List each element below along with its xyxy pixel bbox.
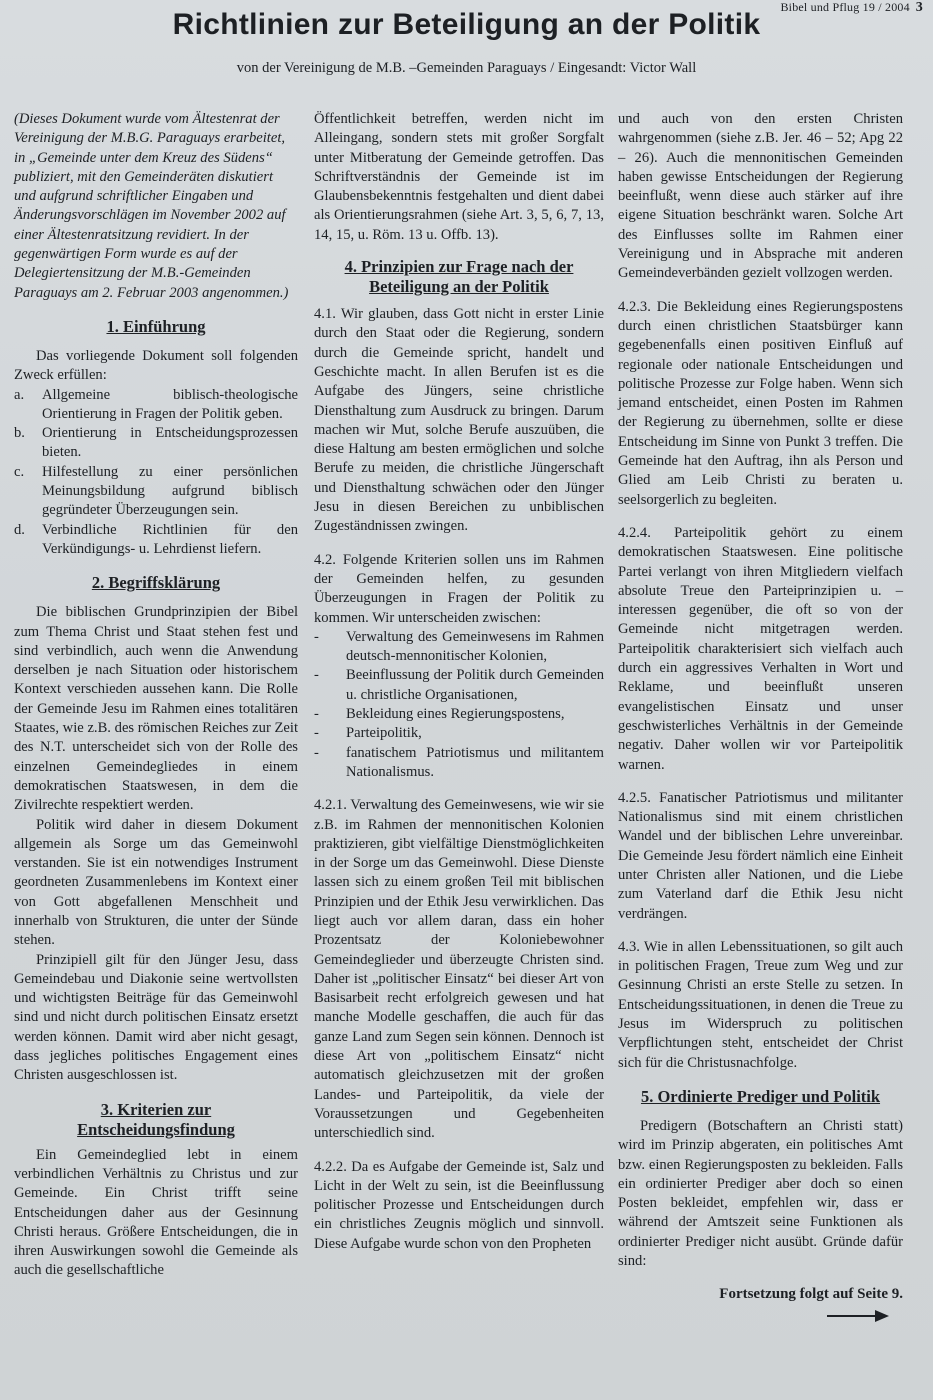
section-heading-4 [314,257,604,297]
paragraph: 4.2.4. Parteipolitik gehört zu einem demokratischen Staatswesen. Eine politische Partei verlangt von ihren Mitgliedern vielfach absolute Treue den Parteiprinzipien u. –interessen gegenüber, die oft so von der Gemeinde nicht mitgetragen werden. Parteipolitik charakterisiert sich vielfach auch durch ein aggressives Verhalten in Wort und Reklame, und beeinflußt unseren evangelistischen Einsatz und unser geschwisterliches Verhältnis in der Gemeinde negativ. Daher wollen wir vor Parteipolitik warnen. [618,524,903,773]
purpose-list [14,386,298,560]
list-item [14,463,298,521]
paragraph: Die biblischen Grundprinzipien der Bibel zum Thema Christ und Staat stehen fest und sind verbindlich, auch wenn die Anwendung derselben je nach Situation oder historischem Kontext verschieden aussehen kann. Die Rolle der Gemeinde Jesu im Rahmen eines totalitären Staates, wie z.B. des römischen Reiches zur Zeit des N.T. unterscheidet sich von der Rolle des einzelnen Gemeindegliedes in einem demokratischen Staatswesen, in dem die Zivilrechte respektiert werden. [14,604,298,814]
heading-line: Beteiligung an der Politik [369,277,549,297]
paragraph: Predigern (Botschaftern an Christi statt) wird im Prinzip abgeraten, ein politisches Amt bzw. einen Regierungsposten zu bekleiden. Falls ein ordinierter Prediger aber doch so einen Posten bekleidet, empfehlen wir, dass er während der Amtszeit seine Funktionen als ordinierter Prediger nicht ausübt. Gründe dafür sind: [618,1117,903,1270]
paragraph: 4.2.1. Verwaltung des Gemeinwesens, wie wir sie z.B. im Rahmen der mennonitischen Kolonien praktizieren, gibt vielfältige Dienstmöglichkeiten in der Sorge um das Gemeinwohl. Diese Dienste lassen sich zu einem großen Teil mit biblischen Prinzipien und der Ethik Jesu verwirklichen. Das liegt auch vor allem daran, dass ein hoher Prozentsatz der Koloniebewohner Gemeindeglieder und überzeugte Christen sind. Daher ist „politischer Einsatz“ bei dieser Art von Basisarbeit recht erfolgreich gewesen und hat manche Modelle geschaffen, die auch für das ganze Land zum Segen sein können. Dennoch ist diese Art von „politischem Einsatz“ nicht automatisch gleichzusetzen mit der großen Landes- und Parteipolitik, da viele der Voraussetzungen und Gegebenheiten unterschiedlich sind. [314,797,604,1142]
list-marker: a. [14,386,25,403]
heading-line: Entscheidungsfindung [77,1119,235,1139]
paragraph: Das vorliegende Dokument soll folgenden Zweck erfüllen: [14,347,298,384]
intro-note: (Dieses Dokument wurde vom Ältestenrat der Vereinigung der M.B.G. Paraguays erarbeitet, in „Gemeinde unter dem Kreuz des Südens“ publiziert, mit den Gemeinderäten diskutiert und aufgrund schriftlicher Eingaben und Änderungsvorschlägen im November 2002 auf einer Ältestenratsitzung revidiert. In der gegenwärtigen Form wurde es auf der Delegiertensitzung der M.B.-Gemeinden Paraguays am 2. Februar 2003 angenommen.) [14,111,289,301]
column-3 [618,110,903,1329]
paragraph: 4.3. Wie in allen Lebenssituationen, so gilt auch in politischen Fragen, Treue zum Weg und zur Gesinnung Christi an erste Stelle zu setzen. In Entscheidungssituationen, in denen die Treue zu Jesus im Widerspruch zu politischen Verpflichtungen steht, entscheidet der Christ sich für die Christusnachfolge. [618,938,903,1071]
paragraph: 4.1. Wir glauben, dass Gott nicht in erster Linie durch den Staat oder die Regierung, sondern durch die Gemeinde spricht, handelt und Geschichte macht. In allen Berufen ist es die Aufgabe des Jüngers, seine christliche Diensthaltung zum Ausdruck zu bringen. Darum machen wir Mut, solche Berufe auszuüben, die diese Haltung am besten ermöglichen und solche Berufe zu meiden, die christliche Jüngerschaft und Diensthaltung schwächen oder den Jünger Jesu in diesen Bereichen zu unbiblischen Zugeständnissen zwingen. [314,306,604,535]
section-heading-2: 2. Begriffsklärung [91,573,221,593]
list-text: Parteipolitik, [346,725,422,742]
paragraph: und auch von den ersten Christen wahrgenommen (siehe z.B. Jer. 46 – 52; Apg 22 – 26). Auch die mennonitischen Gemeinden haben gewisse Entscheidungen der Regierung beeinflußt, wenn diese auch stärker auf ihre eigene Situation beschränkt waren. Solche Art des Einflusses sollte im Rahmen einer Vereinigung und in Absprache mit anderen Gemeindeverbänden gezielt vollzogen werden. [618,111,903,282]
list-item [314,744,604,783]
paragraph: 4.2.2. Da es Aufgabe der Gemeinde ist, Salz und Licht in der Welt zu sein, ist die Beeinflussung politischer Prozesse und Entscheidungen durch ein christliches Zeugnis möglich und sinnvoll. Diese Aufgabe wurde schon von den Propheten [314,1158,604,1252]
column-2 [314,110,604,1254]
list-item [14,424,298,463]
paragraph: 4.2.3. Die Bekleidung eines Regierungspostens durch einen christlichen Staatsbürger kann gegebenenfalls einen positiven Einfluß auf regionale oder nationale Entscheidungen und politische Prozesse zur Folge haben. Wenn sich jemand entscheidet, einen Posten im Rahmen der Regierung zu übernehmen, sollte er diese Entscheidung im Sinne von Punkt 3 treffen. Die Gemeinde hat den Auftrag, ihn als Person und Glied am Leib Christi zu beraten u. seelsorgerlich zu begleiten. [618,298,903,508]
list-text: Beeinflussung der Politik durch Gemeinden u. christliche Organisationen, [346,667,604,703]
list-marker: - [314,628,319,645]
list-item [314,705,604,724]
section-heading-3 [14,1100,298,1140]
paragraph: 4.2. Folgende Kriterien sollen uns im Rahmen der Gemeinden helfen, zu gesunden Überzeugungen in Fragen der Politik zu kommen. Wir unterscheiden zwischen: [314,551,604,626]
list-text: Verbindliche Richtlinien für den Verkündigungs- u. Lehrdienst liefern. [42,521,298,557]
list-marker: c. [14,463,25,480]
list-text: fanatischem Patriotismus und militantem Nationalismus. [346,744,604,780]
heading-line: 3. Kriterien zur [100,1099,212,1119]
list-item [14,386,298,425]
list-marker: - [314,667,319,684]
list-marker: - [314,725,319,742]
publication-label: Bibel und Pflug 19 / 2004 [780,0,910,14]
list-text: Verwaltung des Gemeinwesens im Rahmen deutsch-mennonitischer Kolonien, [346,628,604,665]
list-item [314,666,604,705]
paragraph: Ein Gemeindeglied lebt in einem verbindlichen Verhältnis zu Christus und zur Gemeinde. Ein Christ trifft seine Entscheidungen daher aus der Gesinnung Christi heraus. Größere Entscheidungen, die in ihren Auswirkungen sowohl die Gemeinde als auch die gesellschaftliche [14,1146,298,1279]
list-item [314,628,604,667]
paragraph: 4.2.5. Fanatischer Patriotismus und militanter Nationalismus sind mit einem christlichen Wandel und der biblischen Lehre unvereinbar. Die Gemeinde Jesu fördert nämlich eine Einheit unter Christen aller Nationen, und die Liebe zum Vaterland darf die Ethik Jesu nicht verdrängen. [618,789,903,922]
page-number: 3 [915,0,923,15]
criteria-list [314,628,604,782]
paragraph: Prinzipiell gilt für den Jünger Jesu, dass Gemeindebau und Diakonie seine wertvollsten und wichtigsten Beiträge für das Gemeinwohl sind und nicht durch politischen Einsatz ersetzt werden können. Damit wird aber nicht gesagt, dass jegliches politisches Engagement eines Christen ausgeschlossen ist. [14,951,298,1084]
list-marker: - [314,744,319,761]
continue-arrow-wrap [618,1309,903,1329]
paragraph: Öffentlichkeit betreffen, werden nicht im Alleingang, sondern stets mit großer Sorgfalt unter Mitberatung der Gemeinde getroffen. Das Schriftverständnis der Gemeinde ist im Glaubensbekenntnis festgehalten und dient dabei als Orientierungsrahmen (siehe Art. 3, 5, 6, 7, 13, 14, 15, u. Röm. 13 u. Offb. 13). [314,111,604,243]
paragraph: Politik wird daher in diesem Dokument allgemein als Sorge um das Gemeinwohl verstanden. Sie ist ein notwendiges Instrument geordneten Zusammenlebens im Kontext einer von Gott abgefallenen Menschheit und innerhalb von Strukturen, die unter der Sünde stehen. [14,816,298,949]
column-1 [14,110,298,1281]
list-marker: - [314,706,319,723]
list-text: Allgemeine biblisch-theologische Orientierung in Fragen der Politik geben. [42,386,298,422]
section-heading-1: 1. Einführung [106,316,206,336]
list-text: Orientierung in Entscheidungsprozessen bieten. [42,425,298,461]
article-byline: von der Vereinigung de M.B. –Gemeinden Paraguays / Eingesandt: Victor Wall [236,60,697,76]
continued-notice: Fortsetzung folgt auf Seite 9. [719,1286,903,1303]
article-title: Richtlinien zur Beteiligung an der Politik [172,8,761,41]
section-heading-5: 5. Ordinierte Prediger und Politik [640,1086,881,1106]
list-marker: b. [14,425,25,442]
list-item [314,724,604,743]
list-text: Hilfestellung zu einer persönlichen Meinungsbildung aufgrund biblisch gegründeter Überzeugungen sein. [42,463,298,519]
list-item [14,521,298,560]
list-marker: d. [14,521,25,538]
arrow-right-icon [827,1309,889,1323]
list-text: Bekleidung eines Regierungspostens, [346,706,565,723]
heading-line: 4. Prinzipien zur Frage nach der [344,257,574,277]
